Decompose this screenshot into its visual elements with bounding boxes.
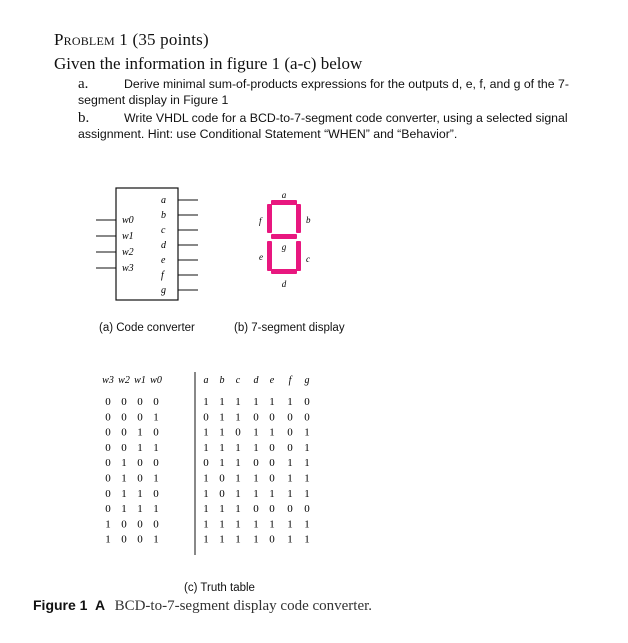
truth-table-cell: 1 xyxy=(287,457,293,470)
truth-table-cell: 0 xyxy=(253,411,259,424)
converter-input-w1: w1 xyxy=(122,231,134,242)
segment-f-label: f xyxy=(259,216,262,226)
truth-table-cell: 1 xyxy=(269,396,275,408)
truth-table-cell: 1 xyxy=(304,533,310,546)
truth-table-cell: 1 xyxy=(287,472,293,485)
truth-table-cell: 1 xyxy=(105,533,111,546)
truth-table-cell: 1 xyxy=(304,487,310,500)
truth-table-cell: 0 xyxy=(287,426,293,439)
truth-table-cell: 0 xyxy=(253,457,259,470)
truth-table-cell: 1 xyxy=(153,503,159,516)
truth-table-cell: 1 xyxy=(137,487,143,500)
truth-table-cell: 0 xyxy=(137,533,143,546)
item-b-text: Write VHDL code for a BCD-to-7-segment code converter, using a selected signal assignment. Hint: use Conditional Statement “WHEN” and “Behavior”. xyxy=(78,111,568,141)
truth-table-cell: 1 xyxy=(121,457,127,470)
truth-table-cell: 1 xyxy=(153,411,159,424)
truth-table-cell: 1 xyxy=(105,518,111,531)
truth-table-cell: 0 xyxy=(121,441,127,454)
truth-table-cell: 0 xyxy=(121,533,127,546)
truth-table-cell: 1 xyxy=(219,457,225,470)
truth-table-cell: 0 xyxy=(121,411,127,424)
truth-table-header-w2: w2 xyxy=(118,375,130,386)
truth-table-cell: 0 xyxy=(304,503,310,516)
truth-table-cell: 0 xyxy=(287,503,293,516)
truth-table-cell: 1 xyxy=(137,441,143,454)
truth-table-cell: 0 xyxy=(105,396,111,408)
truth-table-cell: 1 xyxy=(269,518,275,531)
truth-table-cell: 1 xyxy=(121,472,127,485)
truth-table-cell: 0 xyxy=(105,503,111,516)
truth-table-cell: 0 xyxy=(203,411,209,424)
truth-table-cell: 1 xyxy=(287,533,293,546)
truth-table-cell: 0 xyxy=(121,426,127,439)
truth-table-cell: 0 xyxy=(203,457,209,470)
truth-table-header-f: f xyxy=(288,375,292,386)
converter-input-w3: w3 xyxy=(122,263,134,274)
converter-output-a: a xyxy=(161,195,166,206)
item-b-label: b. xyxy=(78,110,90,126)
truth-table-cell: 1 xyxy=(253,426,259,439)
truth-table-cell: 0 xyxy=(105,441,111,454)
truth-table-cell: 1 xyxy=(219,426,225,439)
truth-table-cell: 0 xyxy=(304,411,310,424)
truth-table-cell: 1 xyxy=(121,487,127,500)
problem-label: Problem 1 xyxy=(54,30,129,49)
truth-table-cell: 1 xyxy=(287,487,293,500)
truth-table-header-g: g xyxy=(304,375,310,386)
truth-table-cell: 1 xyxy=(137,503,143,516)
truth-table-cell: 1 xyxy=(269,487,275,500)
converter-output-c: c xyxy=(161,225,166,236)
truth-table-cell: 1 xyxy=(253,472,259,485)
truth-table-cell: 1 xyxy=(203,503,209,516)
truth-table-cell: 0 xyxy=(105,426,111,439)
segment-g-label: g xyxy=(281,242,287,252)
truth-table-cell: 1 xyxy=(203,518,209,531)
truth-table-cell: 0 xyxy=(153,457,159,470)
figure-letter: A xyxy=(94,597,106,613)
truth-table-cell: 1 xyxy=(203,396,209,408)
figure-caption xyxy=(33,597,372,615)
truth-table-cell: 1 xyxy=(235,472,241,485)
truth-table-cell: 1 xyxy=(153,472,159,485)
truth-table-cell: 0 xyxy=(269,533,275,546)
truth-table-cell: 1 xyxy=(121,503,127,516)
converter-output-d: d xyxy=(161,240,166,251)
truth-table-cell: 0 xyxy=(105,457,111,470)
truth-table-header-w1: w1 xyxy=(134,375,146,386)
truth-table-cell: 0 xyxy=(269,411,275,424)
truth-table-cell: 0 xyxy=(253,503,259,516)
converter-output-b: b xyxy=(161,210,166,221)
problem-points: (35 points) xyxy=(132,30,209,49)
truth-table-cell: 1 xyxy=(235,411,241,424)
truth-table-cell: 1 xyxy=(203,487,209,500)
truth-table-cell: 0 xyxy=(105,411,111,424)
truth-table-cell: 1 xyxy=(235,503,241,516)
truth-table-cell: 1 xyxy=(203,441,209,454)
display-caption: (b) 7-segment display xyxy=(234,322,345,334)
truth-table-cell: 1 xyxy=(235,487,241,500)
converter-output-f: f xyxy=(161,270,164,281)
truth-table-cell: 0 xyxy=(137,457,143,470)
truth-table-cell: 1 xyxy=(253,441,259,454)
truth-table-cell: 0 xyxy=(269,503,275,516)
segment-d-label: d xyxy=(281,279,287,289)
truth-table-cell: 1 xyxy=(153,441,159,454)
truth-table-cell: 1 xyxy=(304,518,310,531)
truth-table-body xyxy=(102,375,310,546)
problem-intro: Given the information in figure 1 (a-c) below xyxy=(54,54,363,73)
truth-table-cell: 1 xyxy=(203,426,209,439)
item-a-label: a. xyxy=(78,76,89,92)
truth-table-header-e: e xyxy=(269,375,275,386)
truth-table-cell: 1 xyxy=(219,396,225,408)
truth-table-cell: 1 xyxy=(253,487,259,500)
truth-table-cell: 0 xyxy=(219,472,225,485)
truth-table-cell: 1 xyxy=(219,518,225,531)
truth-table-cell: 1 xyxy=(304,426,310,439)
truth-table-cell: 0 xyxy=(235,426,241,439)
converter-output-e: e xyxy=(161,255,166,266)
truth-table-cell: 0 xyxy=(153,426,159,439)
truth-table-header-w0: w0 xyxy=(150,375,162,386)
truth-table-cell: 0 xyxy=(153,396,159,408)
truth-table-cell: 0 xyxy=(121,518,127,531)
truth-table-cell: 1 xyxy=(219,411,225,424)
figure-title: BCD-to-7-segment display code converter. xyxy=(114,598,373,614)
item-a-text: Derive minimal sum-of-products expressions for the outputs d, e, f, and g of the 7-segment display in Figure 1 xyxy=(78,77,569,107)
truth-table-cell: 1 xyxy=(219,441,225,454)
truth-table-cell: 1 xyxy=(235,441,241,454)
truth-table-cell: 0 xyxy=(219,487,225,500)
truth-table-cell: 1 xyxy=(304,472,310,485)
truth-table-cell: 0 xyxy=(105,487,111,500)
truth-table-cell: 0 xyxy=(137,396,143,408)
converter-input-w0: w0 xyxy=(122,215,134,226)
truth-table-cell: 0 xyxy=(287,411,293,424)
segment-b-label: b xyxy=(306,215,311,225)
truth-table-cell: 1 xyxy=(287,396,293,408)
truth-table-cell: 0 xyxy=(153,518,159,531)
truth-table-header-w3: w3 xyxy=(102,375,114,386)
truth-table-header-b: b xyxy=(219,375,225,386)
truth-table-cell: 1 xyxy=(253,518,259,531)
truth-table-cell: 0 xyxy=(287,441,293,454)
truth-table-cell: 1 xyxy=(203,472,209,485)
truth-table-cell: 1 xyxy=(269,426,275,439)
truth-table-cell: 1 xyxy=(304,457,310,470)
truth-table-cell: 1 xyxy=(235,396,241,408)
truth-table-cell: 0 xyxy=(304,396,310,408)
truth-table-cell: 0 xyxy=(153,487,159,500)
truth-table-cell: 1 xyxy=(235,533,241,546)
truth-table-cell: 1 xyxy=(235,457,241,470)
truth-table-cell: 1 xyxy=(253,396,259,408)
segment-e-label: e xyxy=(259,252,263,262)
truth-table-cell: 0 xyxy=(137,411,143,424)
truth-table-cell: 0 xyxy=(121,396,127,408)
truth-table-cell: 1 xyxy=(137,426,143,439)
converter-caption: (a) Code converter xyxy=(99,322,195,334)
truth-table-cell: 1 xyxy=(235,518,241,531)
truth-table-header-d: d xyxy=(253,375,259,386)
truth-table-cell: 1 xyxy=(153,533,159,546)
truth-table-cell: 1 xyxy=(219,533,225,546)
converter-output-g: g xyxy=(161,285,166,296)
truth-table-cell: 0 xyxy=(137,472,143,485)
truth-table-cell: 0 xyxy=(137,518,143,531)
truth-table-header-a: a xyxy=(203,375,209,386)
converter-input-w2: w2 xyxy=(122,247,134,258)
truth-table-cell: 0 xyxy=(105,472,111,485)
segment-c-label: c xyxy=(306,254,310,264)
figure-label: Figure 1 xyxy=(33,597,88,613)
truth-table-caption: (c) Truth table xyxy=(184,582,255,594)
truth-table-cell: 1 xyxy=(287,518,293,531)
truth-table-header-c: c xyxy=(235,375,241,386)
truth-table-cell: 0 xyxy=(269,457,275,470)
truth-table-cell: 0 xyxy=(269,472,275,485)
truth-table-cell: 1 xyxy=(304,441,310,454)
truth-table-cell: 0 xyxy=(269,441,275,454)
truth-table-cell: 1 xyxy=(203,533,209,546)
segment-a-label: a xyxy=(281,190,287,200)
truth-table-cell: 1 xyxy=(253,533,259,546)
truth-table-cell: 1 xyxy=(219,503,225,516)
